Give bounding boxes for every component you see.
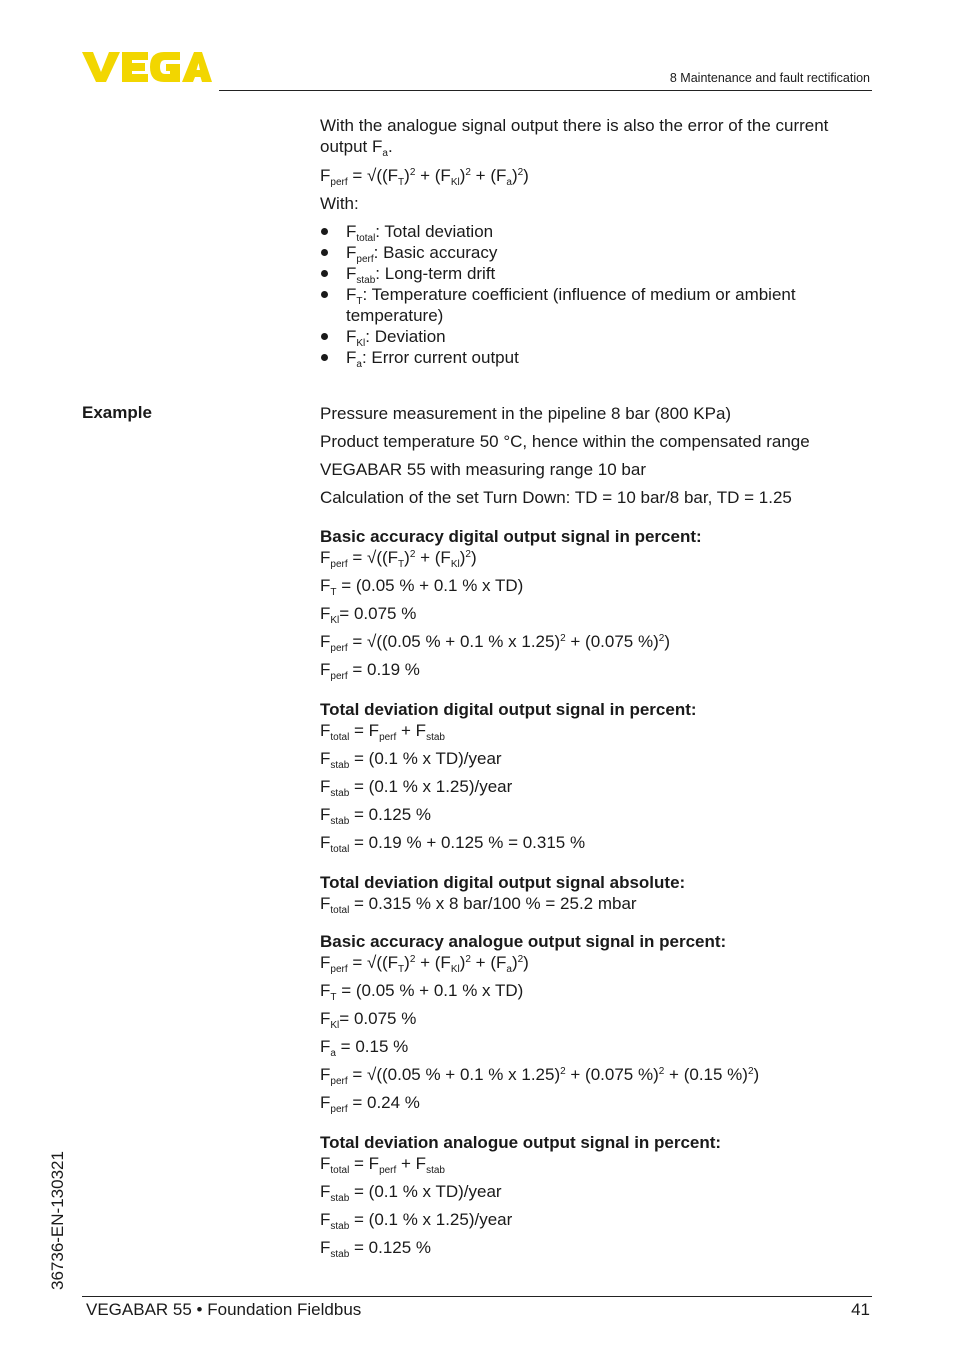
formula-line: $F_{stab} = (0.1$ % x 1.25)/year	[320, 1210, 513, 1232]
footer-divider	[82, 1296, 872, 1297]
example-line: VEGABAR 55 with measuring range 10 bar	[320, 460, 647, 479]
formula-line: $F_{Kl}= 0.075$ %	[320, 604, 417, 626]
formula-line: $F_{total} = 0.19$ % + 0.125 % = 0.315 %	[320, 833, 586, 855]
list-item: $F_{perf}$: Basic accuracy	[320, 242, 880, 263]
vega-logo	[82, 50, 212, 84]
example-block	[320, 403, 880, 508]
formula-line: $F_{Kl}= 0.075$ %	[320, 1009, 417, 1031]
formula-line: $F_{total} = 0.315$ % x 8 bar/100 % = 25.2 mbar	[320, 894, 637, 916]
section-heading: Total deviation analogue output signal in percent:	[320, 1133, 722, 1152]
formula-line: $F_{perf} = √((F_T)^2 + (F_{Kl})^2)$	[320, 548, 477, 570]
total-analogue-section	[320, 1132, 880, 1258]
formula-line: $F_{stab} = 0.125$ %	[320, 1238, 432, 1260]
example-line: Product temperature 50 °C, hence within the compensated range	[320, 432, 810, 451]
definition-list	[320, 221, 880, 368]
formula-line: $F_{total} = F_{perf} + F_{stab}$	[320, 721, 445, 743]
list-item: $F_a$: Error current output	[320, 347, 880, 368]
example-line: Pressure measurement in the pipeline 8 bar (800 KPa)	[320, 404, 732, 423]
page-number: 41	[851, 1300, 870, 1319]
document-code: 36736-EN-130321	[48, 1151, 67, 1290]
list-item: $F_{total}$: Total deviation	[320, 221, 880, 242]
formula-fperf-analogue-def: $F_{perf} = √((F_T)^2 + (F_{Kl})^2 + (F_a)^2)$	[320, 166, 529, 188]
list-item: $F_T$: Temperature coefficient (influence of medium or ambient temperature)	[320, 284, 880, 326]
total-digital-abs-section	[320, 872, 880, 914]
formula-line: $F_T = (0.05$ % + 0.1 % x TD)	[320, 981, 524, 1003]
header-divider	[219, 90, 872, 91]
basic-digital-section	[320, 526, 880, 680]
list-item: $F_{stab}$: Long-term drift	[320, 263, 880, 284]
section-header-title: 8 Maintenance and fault rectification	[669, 71, 870, 85]
basic-analogue-section	[320, 931, 880, 1113]
formula-line: $F_{perf} = 0.19$ %	[320, 660, 420, 682]
formula-line: $F_{total} = F_{perf} + F_{stab}$	[320, 1154, 445, 1176]
formula-line: $F_{stab} = (0.1$ % x TD)/year	[320, 1182, 502, 1204]
example-line: Calculation of the set Turn Down: TD = 10 bar/8 bar, TD = 1.25	[320, 488, 792, 507]
formula-line: $F_a = 0.15$ %	[320, 1037, 409, 1059]
formula-line: $F_T = (0.05$ % + 0.1 % x TD)	[320, 576, 524, 598]
section-heading: Basic accuracy analogue output signal in percent:	[320, 932, 727, 951]
section-heading: Total deviation digital output signal absolute:	[320, 873, 686, 892]
section-heading: Basic accuracy digital output signal in percent:	[320, 527, 702, 546]
intro-paragraph: With the analogue signal output there is also the error of the current output $F_a$.	[320, 116, 829, 159]
formula-line: $F_{stab} = (0.1$ % x TD)/year	[320, 749, 502, 771]
formula-line: $F_{perf} = 0.24$ %	[320, 1093, 420, 1115]
section-heading: Total deviation digital output signal in percent:	[320, 700, 697, 719]
with-label: With:	[320, 194, 359, 213]
formula-line: $F_{stab} = (0.1$ % x 1.25)/year	[320, 777, 513, 799]
formula-line: $F_{perf} = √((F_T)^2 + (F_{Kl})^2 + (F_a)^2)$	[320, 953, 529, 975]
example-label: Example	[82, 403, 152, 422]
formula-line: $F_{perf} = √((0.05$ % + 0.1 % x 1.25)$^2$ + (0.075 %)$^2$)	[320, 632, 670, 654]
total-digital-section	[320, 699, 880, 853]
footer-product: VEGABAR 55 • Foundation Fieldbus	[86, 1300, 362, 1319]
list-item: $F_{Kl}$: Deviation	[320, 326, 880, 347]
formula-line: $F_{perf} = √((0.05$ % + 0.1 % x 1.25)$^2$ + (0.075 %)$^2$ + (0.15 %)$^2$)	[320, 1065, 760, 1087]
intro-block	[320, 115, 880, 368]
formula-line: $F_{stab} = 0.125$ %	[320, 805, 432, 827]
